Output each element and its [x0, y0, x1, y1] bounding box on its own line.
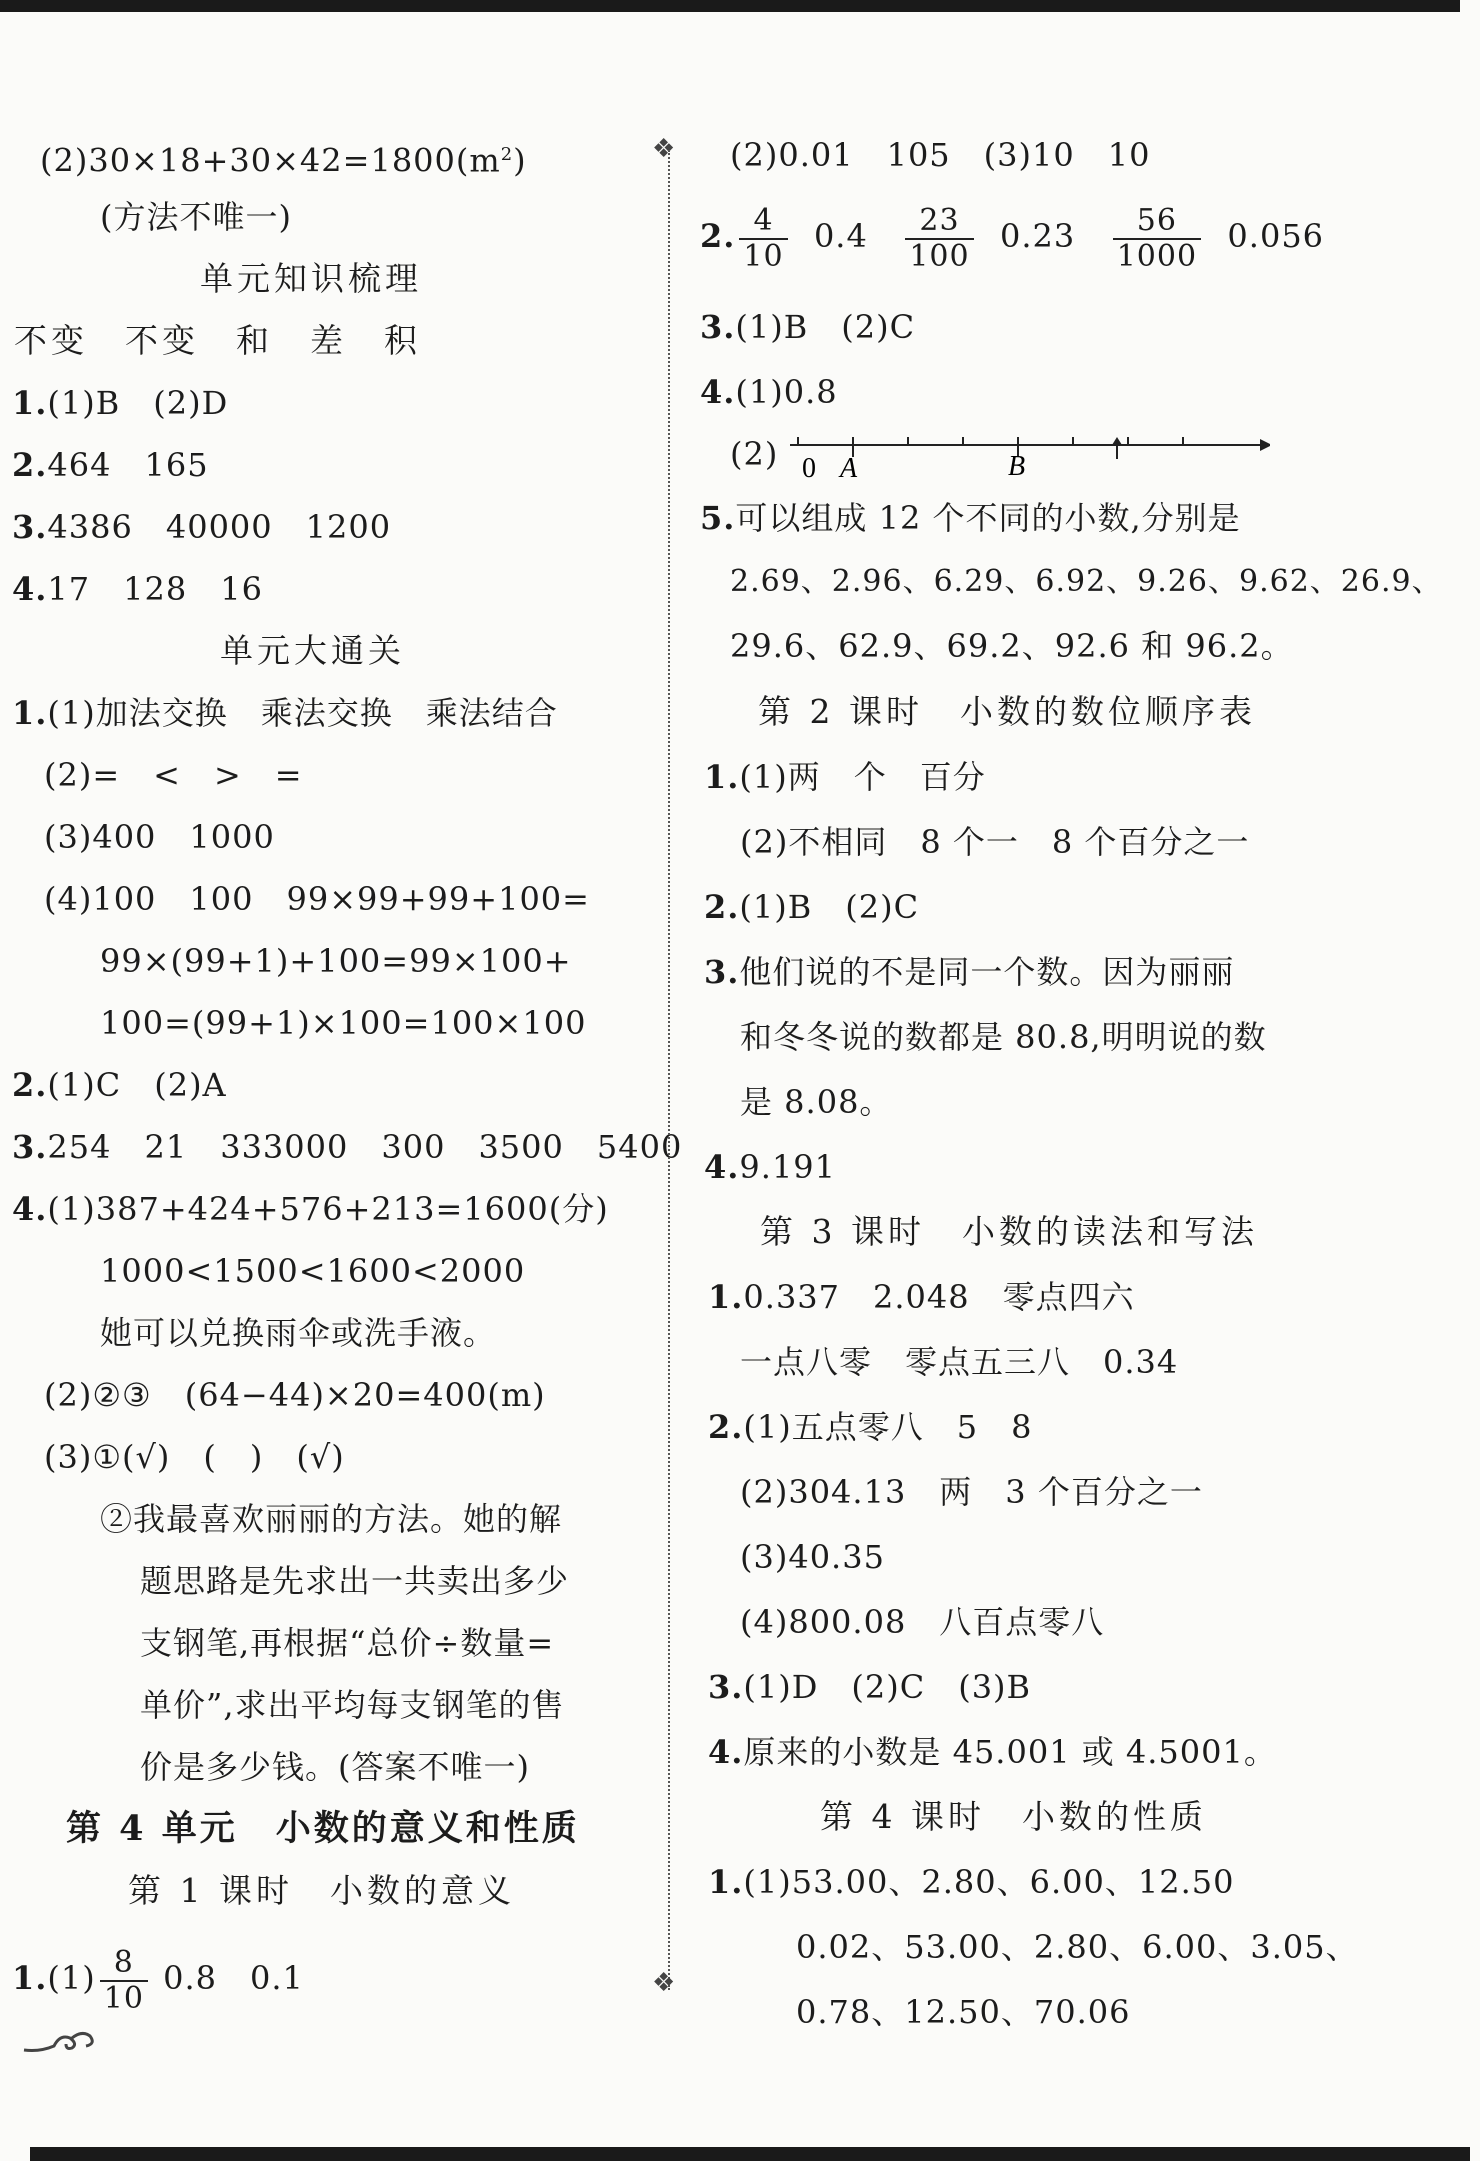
divider-ornament-icon: ❖ [652, 1968, 676, 1998]
answer-line: 0.78、12.50、70.06 [796, 1993, 1131, 2031]
answer-line: 3.(1)D (2)C (3)B [708, 1668, 1032, 1706]
answer-line: 和冬冬说的数都是 80.8,明明说的数 [740, 1018, 1267, 1056]
answer-line: 3.(1)B (2)C [700, 308, 916, 346]
answer-line: 4.17 128 16 [12, 570, 263, 608]
top-border [0, 0, 1460, 12]
unit-title: 第 4 单元 小数的意义和性质 [66, 1808, 580, 1849]
number-line-label-a: A [840, 453, 858, 484]
answer-line: 1.(1)两 个 百分 [704, 758, 986, 796]
fraction: $\frac{56}{1000}$ [1113, 204, 1201, 274]
section-heading: 单元知识梳理 [200, 259, 422, 298]
answer-line: 5.可以组成 12 个不同的小数,分别是 [700, 499, 1241, 537]
answer-line: (2)0.01 105 (3)10 10 [730, 136, 1151, 174]
answer-line: 99×(99+1)+100=99×100+ [100, 942, 572, 980]
answer-line: 3.4386 40000 1200 [12, 508, 392, 546]
number-line-label-zero: 0 [802, 453, 816, 484]
answer-line: (3)400 1000 [44, 818, 275, 856]
column-divider [668, 150, 670, 1990]
answer-line: 2.464 165 [12, 446, 209, 484]
bottom-border [30, 2147, 1470, 2161]
number-line-label-b: B [1008, 451, 1026, 482]
answer-line: 2.(1)B (2)C [704, 888, 920, 926]
arrow-head-icon [1260, 439, 1270, 451]
answer-line: 3.254 21 333000 300 3500 5400 [12, 1128, 683, 1166]
answer-line: ②我最喜欢丽丽的方法。她的解 [100, 1500, 563, 1538]
answer-line: $(2)30\times 18+30\times 42=1800(m^2)$ [40, 141, 527, 180]
answer-line: 4.原来的小数是 45.001 或 4.5001。 [708, 1733, 1277, 1771]
answer-line: 一点八零 零点五三八 0.34 [740, 1343, 1179, 1381]
fraction: $\frac{23}{100}$ [905, 204, 973, 274]
number-line [790, 425, 1270, 485]
answer-line: 单价”,求出平均每支钢笔的售 [140, 1686, 565, 1724]
answer-line: (2)304.13 两 3 个百分之一 [740, 1473, 1203, 1511]
answer-line: 3.他们说的不是同一个数。因为丽丽 [704, 953, 1235, 991]
answer-line: (2) [730, 435, 779, 473]
answer-line: 1.0.337 2.048 零点四六 [708, 1278, 1135, 1316]
answer-line: 支钢笔,再根据“总价÷数量= [140, 1624, 555, 1662]
answer-line: 1.(1) $\frac{8}{10}$ 0.8 0.1 [12, 1944, 304, 2016]
answer-line: (2)②③ (64−44)×20=400(m) [44, 1376, 546, 1414]
answer-line: (2)= < > = [44, 756, 303, 794]
fraction: $\frac{4}{10}$ [739, 204, 787, 274]
answer-line: 不变 不变 和 差 积 [14, 321, 421, 360]
answer-line: (3)①(√) ( ) (√) [44, 1438, 345, 1476]
answer-line: 题思路是先求出一共卖出多少 [140, 1562, 570, 1600]
answer-line: 1.(1)B (2)D [12, 384, 229, 422]
answer-line: 2.69、2.96、6.29、6.92、9.26、9.62、26.9、 [730, 564, 1443, 599]
cloud-ornament-icon [20, 2022, 100, 2062]
answer-line: 2.(1)C (2)A [12, 1066, 227, 1104]
lesson-title: 第 1 课时 小数的意义 [128, 1871, 515, 1910]
answer-line: (4)100 100 99×99+99+100= [44, 880, 590, 918]
answer-line: 4.9.191 [704, 1148, 837, 1186]
answer-line: 2. $\frac{4}{10}$ 0.4 $\frac{23}{100}$ 0.23 $\frac{56}{1000}$ 0.056 [700, 202, 1325, 274]
lesson-title: 第 2 课时 小数的数位顺序表 [758, 692, 1256, 731]
answer-line: 4.(1)0.8 [700, 373, 838, 411]
answer-line: 4.(1)387+424+576+213=1600(分) [12, 1190, 609, 1228]
divider-ornament-icon: ❖ [652, 134, 676, 164]
answer-line: 2.(1)五点零八 5 8 [708, 1408, 1033, 1446]
fraction: $\frac{8}{10}$ [100, 1946, 148, 2016]
lesson-title: 第 3 课时 小数的读法和写法 [760, 1212, 1258, 1251]
answer-line: 她可以兑换雨伞或洗手液。 [100, 1314, 497, 1352]
answer-line: 29.6、62.9、69.2、92.6 和 96.2。 [730, 627, 1294, 665]
answer-line: 1.(1)加法交换 乘法交换 乘法结合 [12, 694, 558, 732]
answer-line: 1.(1)53.00、2.80、6.00、12.50 [708, 1863, 1235, 1901]
answer-line: 0.02、53.00、2.80、6.00、3.05、 [796, 1928, 1359, 1966]
answer-line: 1000<1500<1600<2000 [100, 1252, 526, 1290]
answer-line: 价是多少钱。(答案不唯一) [140, 1748, 530, 1786]
answer-line: (3)40.35 [740, 1538, 885, 1576]
answer-line: 100=(99+1)×100=100×100 [100, 1004, 587, 1042]
answer-line: (方法不唯一) [100, 198, 292, 236]
answer-line: (4)800.08 八百点零八 [740, 1603, 1105, 1641]
answer-line: (2)不相同 8 个一 8 个百分之一 [740, 823, 1250, 861]
answer-line: 是 8.08。 [740, 1083, 893, 1121]
lesson-title: 第 4 课时 小数的性质 [820, 1797, 1207, 1836]
section-heading: 单元大通关 [220, 631, 405, 670]
